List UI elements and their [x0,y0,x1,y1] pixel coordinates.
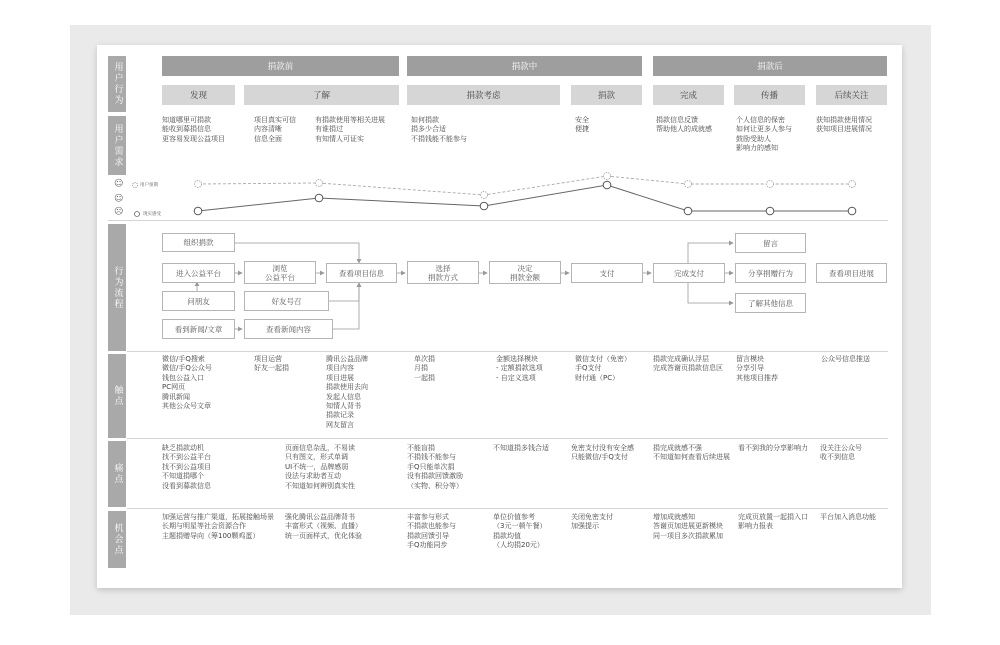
stage-understand: 了解 [244,85,399,105]
flow-more-info: 了解其他信息 [735,293,806,313]
stage-consider: 捐款考虑 [407,85,560,105]
opportunity-consider-b: 单位价值参考 （3元一顿午餐） 捐款均值 （人均捐20元） [493,513,547,550]
actual-point [848,207,856,215]
section-divider [127,351,888,352]
pain-consider-b: 不知道捐多钱合适 [493,444,549,452]
pain-consider-a: 不能盲捐 不捐钱不能参与 手Q只能单次捐 没有捐款回馈激励 （实物、积分等） [407,444,463,490]
connector-complete-to-more-info [688,283,733,303]
pain-discover: 缺乏捐款动机 找不到公益平台 找不到公益项目 不知道捐哪个 没看到募款信息 [162,444,211,490]
flow-choose-method: 选择 捐款方式 [407,261,479,284]
side-header-pain-points: 痛点 [108,441,126,507]
journey-diagram-svg [97,45,902,588]
sad-face-icon: ☹ [114,207,124,217]
side-header-user-behavior: 用户行为 [108,56,126,112]
touchpoint-understand-a: 项目运营 好友一起捐 [254,355,289,373]
touchpoint-consider-b: 金额选择模块 - 定额捐款选项 - 自定义选项 [496,355,543,382]
actual-emotion-points [194,181,856,215]
need-spread: 个人信息的保密 如何让更多人参与 鼓励受助人 影响力的感知 [736,116,792,153]
stage-spread: 传播 [734,85,805,105]
opportunity-consider-a: 丰富参与形式 不捐款也能参与 捐款回馈引导 手Q功能同步 [407,513,456,550]
flow-view-news: 查看新闻内容 [244,319,333,339]
pain-understand: 页面信息杂乱，不易读 只有图文，形式单调 UI不统一，品牌感弱 没法与求助者互动 不知道如何辨别真实性 [285,444,355,490]
flow-enter-platform: 进入公益平台 [162,263,235,283]
opportunity-donate: 关闭免密支付 加强提示 [571,513,613,531]
expected-point [604,173,611,180]
connector-view-news-to-project [333,283,359,329]
expected-point [481,192,488,199]
need-understand-a: 项目真实可信 内容清晰 信息全面 [254,116,296,143]
connector-organize-to-project [235,243,359,263]
opportunity-understand: 强化腾讯公益品牌背书 丰富形式（视频、直播） 统一页面样式，优化体验 [285,513,362,540]
need-understand-b: 有捐款使用等相关进展 有谁捐过 有知情人可证实 [315,116,385,143]
legend-expected: 用户预期 [140,183,158,188]
actual-point [603,181,611,189]
flow-comment: 留言 [735,233,806,253]
section-divider [127,508,888,509]
connector-complete-to-comment [688,243,733,263]
flow-ask-friends: 问朋友 [162,291,235,311]
flow-see-news: 看到新闻/文章 [162,319,235,339]
happy-face-icon: ☺ [114,179,124,189]
actual-point [766,207,774,215]
section-divider [127,438,888,439]
touchpoint-follow-up: 公众号信息推送 [821,355,870,363]
neutral-face-icon: ☺ [114,194,124,204]
actual-point [480,202,488,210]
side-header-opportunities: 机会点 [108,511,126,568]
stage-donate: 捐款 [571,85,642,105]
need-consider: 如何捐款 捐多少合适 不捐钱能不能参与 [411,116,467,143]
need-donate: 安全 便捷 [575,116,589,134]
stage-discover: 发现 [162,85,235,105]
expected-point [849,181,856,188]
touchpoint-donate: 微信支付（免密） 手Q支付 财付通（PC） [575,355,631,382]
legend-actual-marker [135,212,140,217]
opportunity-follow-up: 平台加入消息功能 [820,513,876,521]
flow-pay: 支付 [571,263,643,283]
expected-emotion-line [198,176,852,195]
pain-follow-up: 没关注公众号 收不到信息 [820,444,862,462]
flow-decide-amount: 决定 捐款金额 [489,261,561,284]
opportunity-complete: 增加成就感知 答谢页加进展更新模块 同一项目多次捐款累加 [653,513,723,540]
flow-complete-payment: 完成支付 [653,263,725,283]
pain-complete: 捐完成就感不强 不知道如何查看后续进展 [653,444,730,462]
side-header-user-needs: 用户需求 [108,116,126,175]
flow-organize-donation: 组织捐款 [162,233,235,252]
flow-browse-platform: 浏览 公益平台 [244,261,316,284]
expected-emotion-points [195,173,856,199]
opportunity-spread: 完成页放置一起捐入口 影响力报表 [738,513,808,531]
touchpoint-consider-a: 单次捐 月捐 一起捐 [414,355,435,382]
need-follow-up: 获知捐款使用情况 获知项目进展情况 [816,116,872,134]
phase-after: 捐款后 [653,56,887,76]
expected-point [195,181,202,188]
touchpoint-discover: 微信/手Q搜索 微信/手Q公众号 钱包公益入口 PC网页 腾讯新闻 其他公众号文章 [162,355,212,411]
expected-point [685,181,692,188]
actual-point [684,207,692,215]
flow-project-progress: 查看项目进展 [816,263,887,283]
flow-share-donation: 分享捐赠行为 [735,263,806,283]
side-header-behavior-flow: 行为流程 [108,224,126,351]
need-discover: 知道哪里可捐款 能收到募捐信息 更容易发现公益项目 [162,116,225,143]
opportunity-discover: 加强运营与推广渠道，拓展接触场景 长期与明星等社会资源合作 主题捐赠导向（筹100颗鸡蛋） [162,513,274,540]
touchpoint-understand-b: 腾讯公益品牌 项目内容 项目进展 捐款使用去向 发起人信息 知情人背书 捐款记录 网友留言 [326,355,368,429]
legend-actual: 现实感受 [143,212,161,217]
expected-point [767,181,774,188]
pain-donate: 免密支付没有安全感 只能微信/手Q支付 [571,444,634,462]
connector-friend-call-to-project [329,283,359,301]
expected-point [316,180,323,187]
actual-point [194,207,202,215]
touchpoint-spread: 留言模块 分享引导 其他项目推荐 [736,355,778,382]
need-complete: 捐款信息反馈 帮助他人的成就感 [656,116,712,134]
actual-point [315,194,323,202]
flow-view-project: 查看项目信息 [326,263,397,283]
legend-expected-marker [133,183,138,188]
flow-friend-call: 好友号召 [244,291,329,311]
stage-follow-up: 后续关注 [816,85,887,105]
pain-spread: 看不到我的分享影响力 [738,444,808,452]
journey-map-card [97,45,902,588]
phase-during: 捐款中 [407,56,642,76]
stage-complete: 完成 [653,85,724,105]
touchpoint-complete: 捐款完成确认浮层 完成答谢页捐款信息区 [653,355,723,373]
side-header-touchpoints: 触点 [108,354,126,438]
phase-before: 捐款前 [162,56,399,76]
